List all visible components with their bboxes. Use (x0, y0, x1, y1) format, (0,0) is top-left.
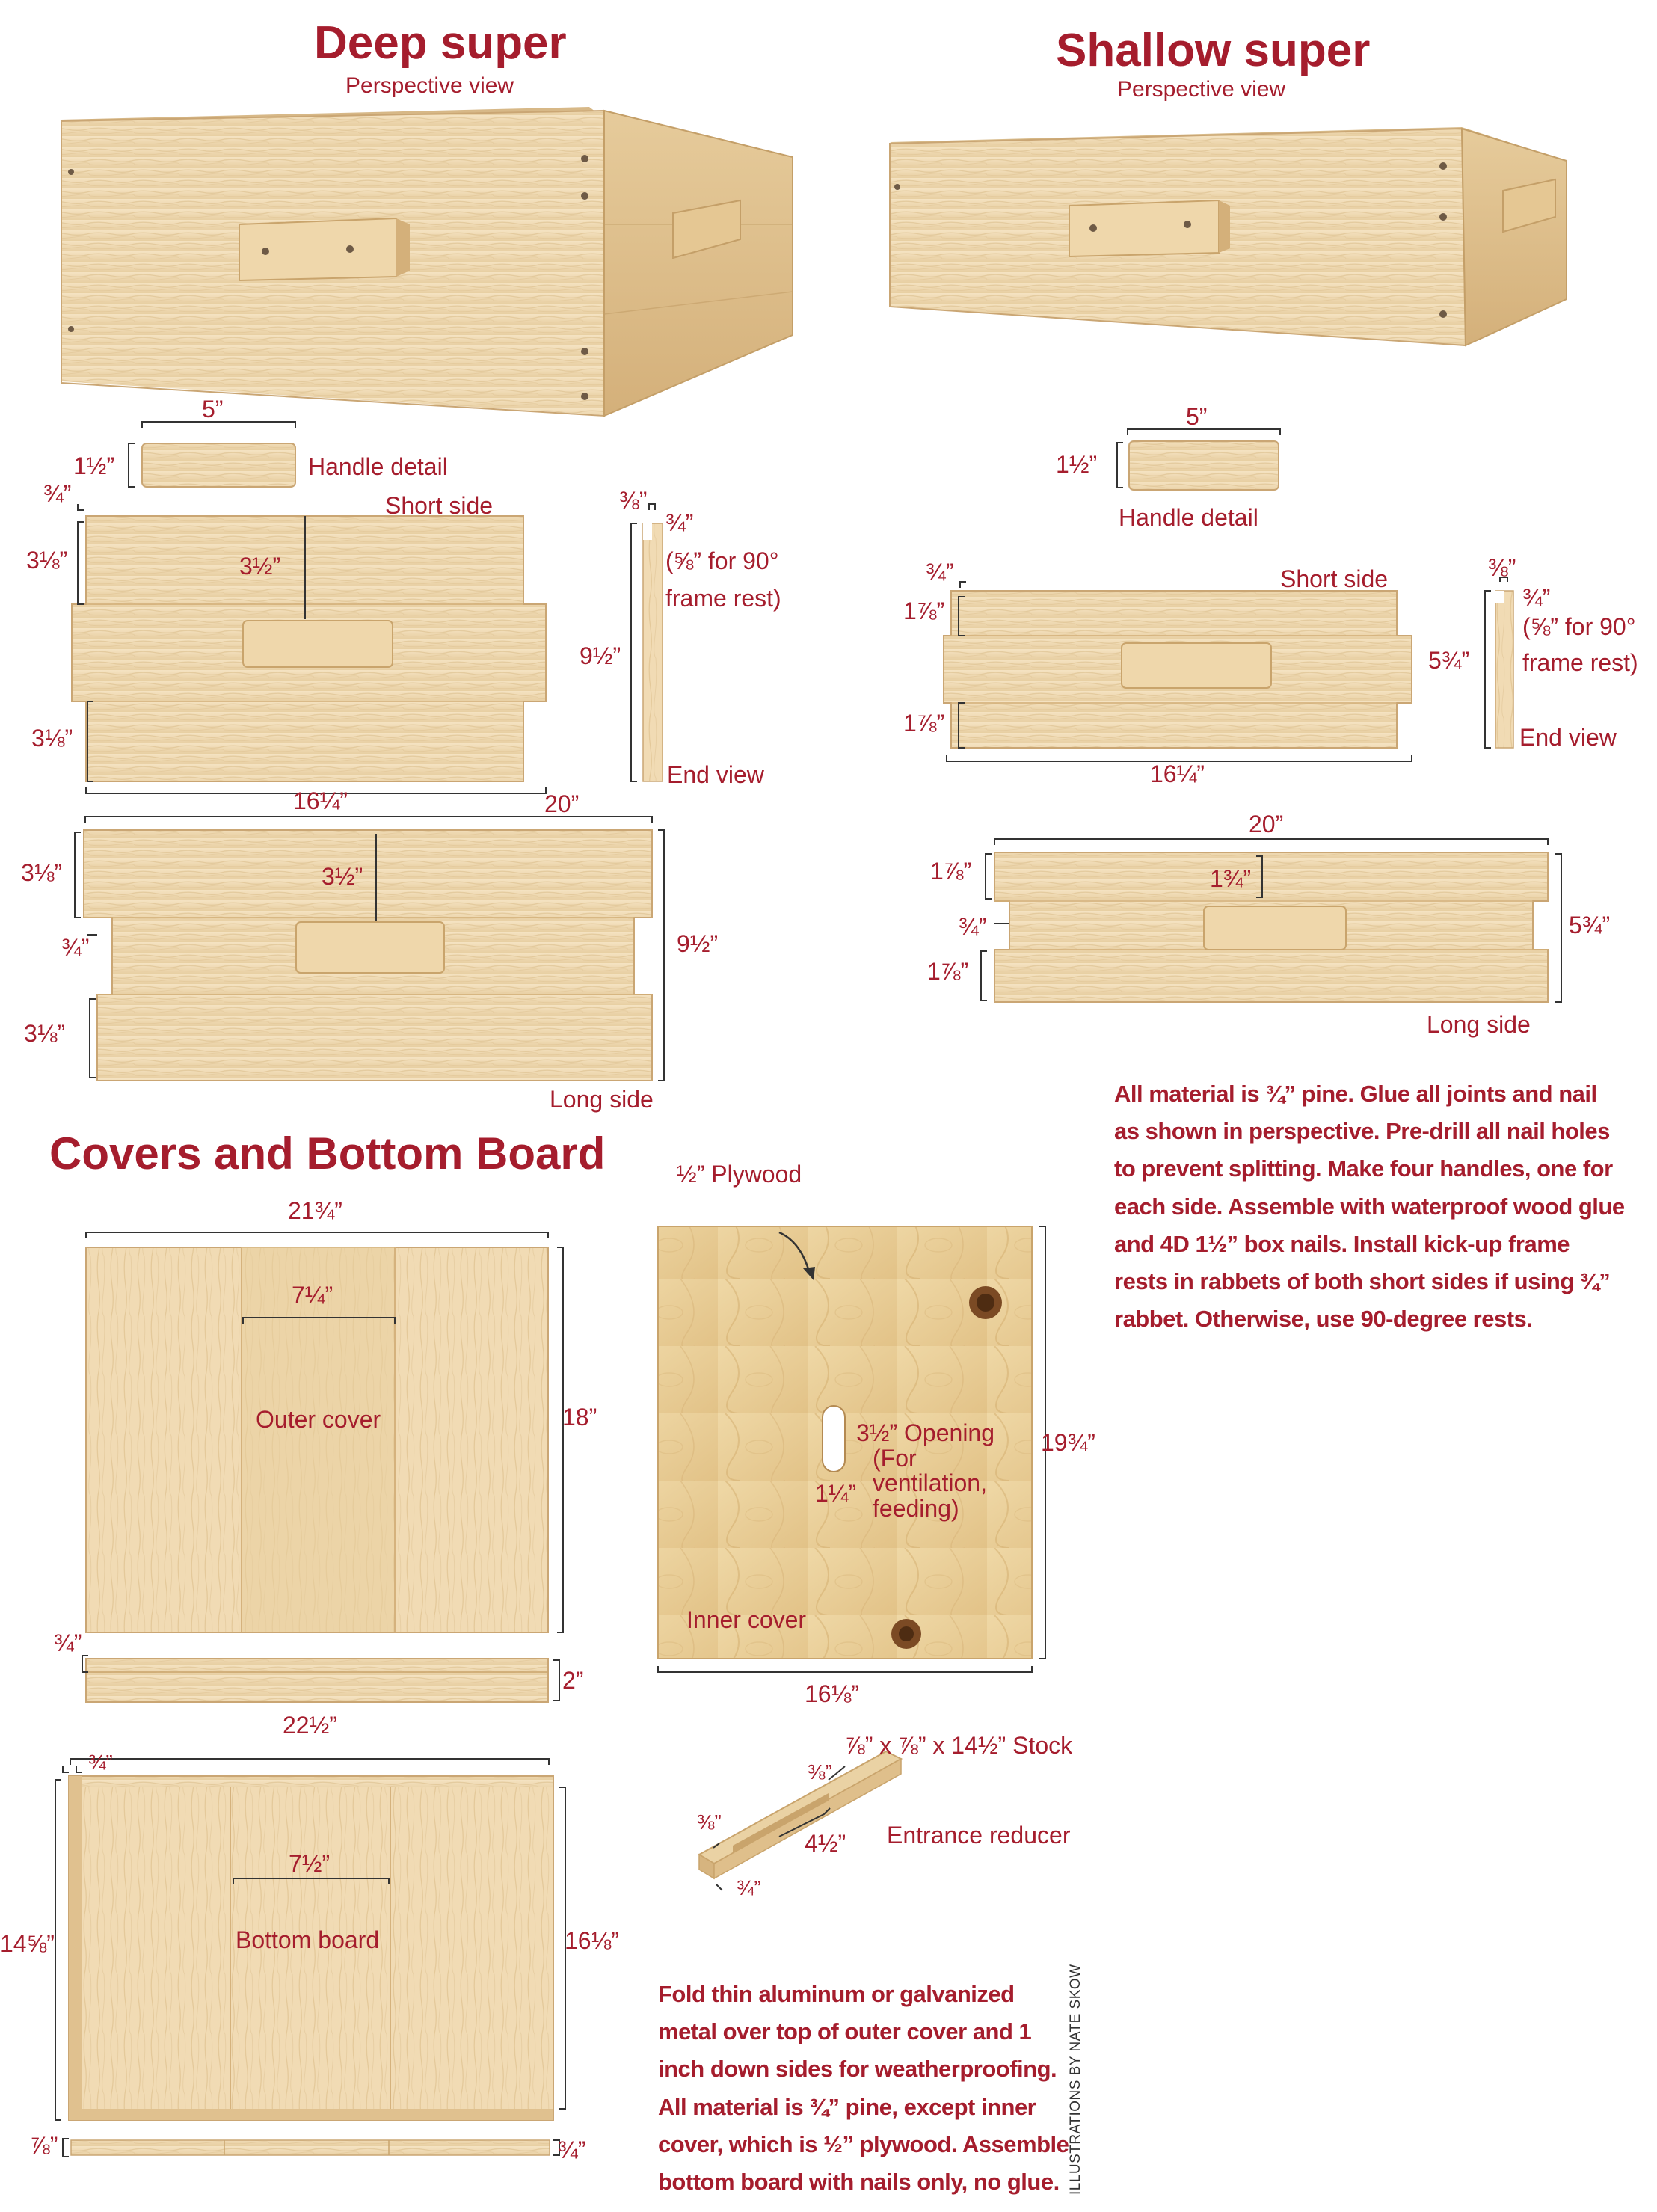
shallow-end-rabbet-depth: ¾” (1522, 584, 1551, 611)
deep-end-note-line1: (⅝” for 90° (665, 547, 779, 574)
bottom-board-width: 22½” (283, 1712, 337, 1739)
deep-long-side-label: Long side (550, 1086, 654, 1113)
deep-long-height: 9½” (677, 930, 719, 957)
covers-note-line: bottom board with nails only, no glue. (658, 2169, 1060, 2196)
supers-note-line: rabbet. Otherwise, use 90-degree rests. (1114, 1306, 1533, 1333)
outer-cover-center-board: 7¼” (292, 1282, 333, 1309)
inner-cover-height: 19¾” (1041, 1429, 1095, 1456)
covers-note-line: metal over top of outer cover and 1 (658, 2018, 1032, 2045)
shallow-long-notch: ¾” (959, 913, 987, 940)
deep-long-bottom-finger: 3⅛” (24, 1020, 66, 1047)
covers-note-line: All material is ¾” pine, except inner (658, 2093, 1036, 2120)
covers-title: Covers and Bottom Board (49, 1128, 606, 1179)
shallow-long-side-label: Long side (1427, 1011, 1531, 1038)
outer-cover-height: 18” (562, 1404, 597, 1431)
bottom-board-rim: ¾” (88, 1751, 113, 1774)
covers-note-line: inch down sides for weatherproofing. (658, 2056, 1057, 2083)
shallow-end-rabbet-width: ⅜” (1488, 554, 1516, 581)
supers-note-line: as shown in perspective. Pre-drill all nail holes (1114, 1118, 1610, 1145)
covers-note-line: Fold thin aluminum or galvanized (658, 1981, 1015, 2007)
shallow-short-side (944, 582, 1412, 761)
shallow-end-view (1485, 577, 1513, 748)
entrance-reducer-notch-depth: ¾” (737, 1876, 761, 1899)
inner-cover-opening-line: 3½” Opening (856, 1419, 995, 1446)
shallow-short-side-label: Short side (1280, 565, 1389, 592)
bottom-board-right-height: 16⅛” (565, 1927, 619, 1954)
supers-note-line: to prevent splitting. Make four handles, one for (1114, 1155, 1613, 1182)
deep-super-perspective-box (61, 107, 793, 416)
shallow-handle-detail (1117, 429, 1280, 490)
deep-short-side (72, 504, 546, 793)
bottom-board-thickness: ⅞” (30, 2132, 58, 2159)
deep-end-rabbet-depth: ¾” (665, 509, 694, 536)
inner-cover-label: Inner cover (686, 1606, 807, 1633)
deep-end-view (631, 504, 663, 781)
deep-handle-label: Handle detail (308, 453, 448, 480)
shallow-handle-label: Handle detail (1119, 504, 1258, 531)
supers-note-line: and 4D 1½” box nails. Install kick-up frame (1114, 1230, 1570, 1257)
bottom-board-center-board: 7½” (289, 1850, 331, 1877)
entrance-reducer-label: Entrance reducer (887, 1822, 1071, 1849)
shallow-long-top-finger: 1⅞” (930, 858, 972, 885)
shallow-handle-height: 1½” (1056, 451, 1098, 478)
deep-handle-width: 5” (202, 396, 224, 423)
shallow-end-height: 5¾” (1428, 647, 1470, 674)
shallow-long-handle-drop: 1¾” (1210, 865, 1252, 892)
supers-note-line: All material is ¾” pine. Glue all joints and nail (1114, 1081, 1597, 1107)
entrance-reducer-notch-top: ⅜” (808, 1760, 832, 1784)
illustration-credit: ILLUSTRATIONS BY NATE SKOW (1068, 1964, 1083, 2195)
deep-long-side (75, 817, 664, 1081)
covers-notes (658, 1976, 1069, 2201)
bottom-board-edge: ¾” (558, 2136, 586, 2163)
outer-cover-edge-thickness: ¾” (54, 1629, 82, 1656)
entrance-reducer-stock: ⅞” x ⅞” x 14½” Stock (845, 1732, 1073, 1759)
inner-cover-opening (856, 1421, 994, 1521)
deep-short-top-finger: 3⅛” (26, 547, 68, 574)
deep-short-side-label: Short side (385, 492, 494, 519)
bottom-board (55, 1759, 565, 2157)
covers-note-line: cover, which is ½” plywood. Assemble (658, 2130, 1069, 2157)
inner-cover-opening-line: (For (873, 1444, 917, 1472)
supers-notes (1114, 1075, 1625, 1339)
shallow-end-view-label: End view (1519, 724, 1617, 751)
deep-end-note-line2: frame rest) (665, 585, 781, 612)
outer-cover-edge-height: 2” (562, 1667, 584, 1694)
shallow-long-width: 20” (1249, 811, 1284, 838)
deep-long-width: 20” (544, 790, 580, 817)
shallow-short-width: 16¼” (1150, 761, 1205, 787)
inner-cover-plywood: ½” Plywood (677, 1161, 802, 1188)
entrance-reducer-notch-left: ⅜” (697, 1810, 722, 1834)
deep-end-view-label: End view (667, 761, 764, 788)
shallow-long-height: 5¾” (1569, 912, 1611, 938)
shallow-super-title: Shallow super (1056, 25, 1371, 76)
deep-long-notch: ¾” (61, 934, 90, 961)
deep-short-width: 16¼” (293, 787, 348, 814)
shallow-short-rabbet: ¾” (926, 559, 954, 586)
shallow-end-note-line2: frame rest) (1522, 649, 1638, 676)
deep-end-rabbet-width: ⅜” (619, 487, 648, 514)
entrance-reducer-notch-length: 4½” (805, 1830, 846, 1857)
deep-end-height: 9½” (580, 642, 621, 669)
deep-short-bottom-finger: 3⅛” (31, 725, 73, 752)
outer-cover-width: 21¾” (288, 1197, 342, 1224)
shallow-super-subtitle: Perspective view (1117, 77, 1286, 102)
bottom-board-label: Bottom board (236, 1926, 380, 1953)
shallow-short-bottom-finger: 1⅞” (903, 710, 945, 737)
inner-cover-opening-width: 1¼” (815, 1480, 857, 1507)
deep-handle-detail (129, 422, 295, 487)
inner-cover-opening-line: ventilation, (873, 1469, 987, 1497)
deep-long-handle-drop: 3½” (322, 863, 363, 890)
supers-note-line: rests in rabbets of both short sides if using ¾” (1114, 1268, 1611, 1295)
deep-long-top-finger: 3⅛” (21, 859, 63, 886)
bottom-board-left-height: 14⅝” (0, 1930, 55, 1957)
entrance-reducer (699, 1751, 901, 1890)
inner-cover-width: 16⅛” (805, 1680, 859, 1707)
deep-super-subtitle: Perspective view (345, 73, 514, 98)
deep-short-rabbet: ¾” (43, 480, 72, 507)
inner-cover-opening-line: feeding) (873, 1494, 959, 1522)
shallow-long-bottom-finger: 1⅞” (927, 958, 969, 985)
deep-short-handle-drop: 3½” (239, 553, 281, 580)
shallow-short-top-finger: 1⅞” (903, 597, 945, 624)
shallow-long-side (981, 839, 1561, 1002)
shallow-handle-width: 5” (1186, 403, 1208, 430)
supers-note-line: each side. Assemble with waterproof wood glue (1114, 1193, 1625, 1220)
outer-cover-label: Outer cover (256, 1406, 381, 1433)
deep-super-title: Deep super (314, 17, 567, 69)
shallow-end-note-line1: (⅝” for 90° (1522, 613, 1636, 640)
shallow-super-perspective-box (890, 127, 1567, 345)
deep-handle-height: 1½” (73, 452, 115, 479)
